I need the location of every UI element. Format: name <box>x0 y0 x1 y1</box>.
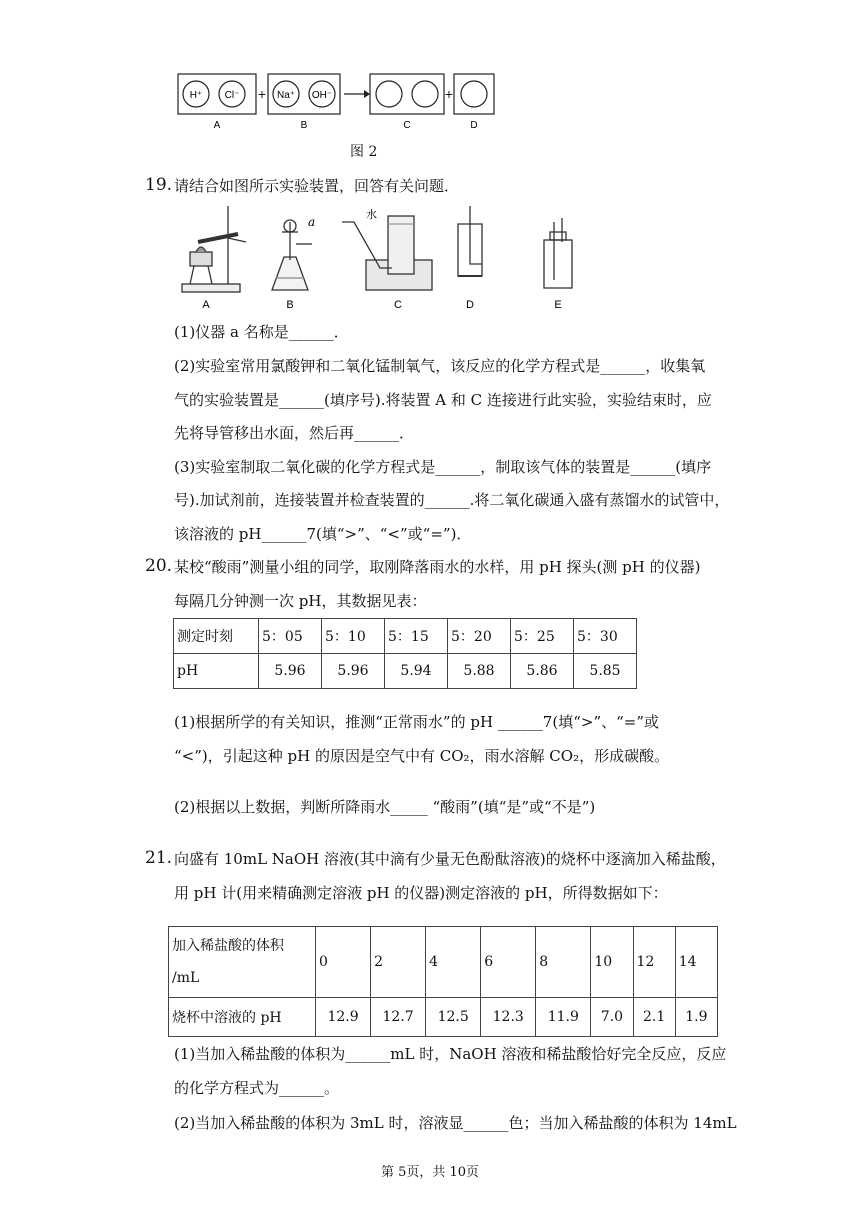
box-c <box>370 74 444 114</box>
box-d <box>454 74 494 114</box>
q21-number: 21. <box>145 848 173 868</box>
q21-part2: (2)当加入稀盐酸的体积为 3mL 时，溶液显______色；当加入稀盐酸的体积为 14mL <box>174 1114 737 1132</box>
apparatus-label-b: B <box>286 299 294 311</box>
apparatus-label-a: A <box>202 299 210 311</box>
q19-part2-line1: (2)实验室常用氯酸钾和二氧化锰制氧气，该反应的化学方程式是______，收集氧 <box>174 357 706 375</box>
table-cell: 10 <box>591 927 633 998</box>
q19-number: 19. <box>145 175 173 195</box>
table-cell: 8 <box>536 927 591 998</box>
q21-stem-line2: 用 pH 计(用来精确测定溶液 pH 的仪器)测定溶液的 pH，所得数据如下： <box>174 884 668 902</box>
box-label-a: A <box>213 120 221 131</box>
ion-na-label: Na⁺ <box>276 90 296 101</box>
table-cell: 12.5 <box>426 998 481 1037</box>
apparatus-label-d: D <box>466 299 474 311</box>
empty-circle-c2 <box>412 81 438 107</box>
table-cell: 5：25 <box>511 619 574 654</box>
q20-data-table <box>173 618 637 689</box>
table-cell: 12 <box>633 927 675 998</box>
q20-part2: (2)根据以上数据，判断所降雨水_____ “酸雨”(填“是”或“不是”) <box>174 798 596 816</box>
table-header-cell: 烧杯中溶液的 pH <box>169 998 316 1037</box>
empty-circle-d <box>461 81 487 107</box>
box-label-c: C <box>403 120 411 131</box>
ion-cl-label: Cl⁻ <box>224 90 240 101</box>
q21-part1-line1: (1)当加入稀盐酸的体积为______mL 时，NaOH 溶液和稀盐酸恰好完全反应，反应 <box>174 1045 727 1063</box>
table-cell: 0 <box>316 927 371 998</box>
apparatus-d <box>458 206 482 276</box>
apparatus-b <box>272 220 312 290</box>
table-cell: 5.96 <box>322 654 385 689</box>
q19-part3-line1: (3)实验室制取二氧化碳的化学方程式是______，制取该气体的装置是______(填序 <box>174 458 712 476</box>
box-label-b: B <box>300 120 308 131</box>
table-header-cell <box>169 927 316 998</box>
table-cell: 6 <box>481 927 536 998</box>
label-water: 水 <box>366 208 377 221</box>
header-line1: 加入稀盐酸的体积 <box>172 938 284 954</box>
table-cell: 5：15 <box>385 619 448 654</box>
q19-part2-line2: 气的实验装置是______(填序号).将装置 A 和 C 连接进行此实验，实验结束时，应 <box>174 391 712 409</box>
q19-stem: 请结合如图所示实验装置，回答有关问题． <box>174 177 460 195</box>
table-row <box>169 927 718 998</box>
table-cell: 5.86 <box>511 654 574 689</box>
table-cell: 14 <box>675 927 717 998</box>
table-cell: 11.9 <box>536 998 591 1037</box>
table-cell: 2.1 <box>633 998 675 1037</box>
apparatus-e <box>544 218 572 288</box>
apparatus-a <box>182 206 246 292</box>
q21-stem-line1: 向盛有 10mL NaOH 溶液(其中滴有少量无色酚酞溶液)的烧杯中逐滴加入稀盐酸， <box>174 850 726 868</box>
q19-apparatus-figure <box>176 202 586 318</box>
page-footer: 第 5页，共 10页 <box>380 1165 480 1180</box>
q20-part1-line2: “<”)，引起这种 pH 的原因是空气中有 CO₂，雨水溶解 CO₂，形成碳酸。 <box>174 747 670 765</box>
table-cell: 5：30 <box>574 619 637 654</box>
label-a-funnel: a <box>308 215 316 229</box>
table-row <box>169 998 718 1037</box>
figure-2-caption: 图 2 <box>350 144 378 160</box>
q19-part3-line2: 号).加试剂前，连接装置并检查装置的______.将二氧化碳通入盛有蒸馏水的试管中， <box>174 491 730 509</box>
arrow-head <box>364 90 370 98</box>
q20-part1-line1: (1)根据所学的有关知识，推测“正常雨水”的 pH ______7(填“>”、“=”或 <box>174 713 660 731</box>
table-cell: 5.96 <box>259 654 322 689</box>
empty-circle-c1 <box>376 81 402 107</box>
q20-stem-line1: 某校“酸雨”测量小组的同学，取刚降落雨水的水样，用 pH 探头(测 pH 的仪器) <box>174 558 701 576</box>
table-cell: 5.85 <box>574 654 637 689</box>
table-cell: 5：05 <box>259 619 322 654</box>
table-row <box>174 619 637 654</box>
table-cell: 12.3 <box>481 998 536 1037</box>
q19-part2-line3: 先将导管移出水面，然后再______． <box>174 424 415 442</box>
apparatus-label-e: E <box>554 299 562 311</box>
q21-data-table <box>168 926 718 1037</box>
table-cell: 5.94 <box>385 654 448 689</box>
table-cell: 5：20 <box>448 619 511 654</box>
ion-oh-label: OH⁻ <box>311 90 333 101</box>
q19-part1: (1)仪器 a 名称是______． <box>174 323 349 341</box>
plus-1: + <box>257 88 267 101</box>
q21-part1-line2: 的化学方程式为______。 <box>174 1079 340 1097</box>
header-line2: /mL <box>172 970 200 986</box>
plus-2: + <box>444 88 454 101</box>
table-cell: 2 <box>371 927 426 998</box>
ion-h-label: H⁺ <box>189 90 203 101</box>
box-label-d: D <box>470 120 478 131</box>
table-cell: 12.7 <box>371 998 426 1037</box>
table-cell: 1.9 <box>675 998 717 1037</box>
table-cell: 5：10 <box>322 619 385 654</box>
table-cell: 12.9 <box>316 998 371 1037</box>
table-cell: 测定时刻 <box>174 619 259 654</box>
table-cell: 7.0 <box>591 998 633 1037</box>
q20-stem-line2: 每隔几分钟测一次 pH，其数据见表： <box>174 592 427 610</box>
table-cell: 4 <box>426 927 481 998</box>
apparatus-label-c: C <box>394 299 402 311</box>
table-row <box>174 654 637 689</box>
table-cell: 5.88 <box>448 654 511 689</box>
q19-part3-line3: 该溶液的 pH______7(填“>”、“<”或“=”)． <box>174 525 472 543</box>
apparatus-c <box>342 216 432 290</box>
table-cell: pH <box>174 654 259 689</box>
q20-number: 20. <box>145 556 173 576</box>
figure-2-diagram <box>170 68 510 134</box>
